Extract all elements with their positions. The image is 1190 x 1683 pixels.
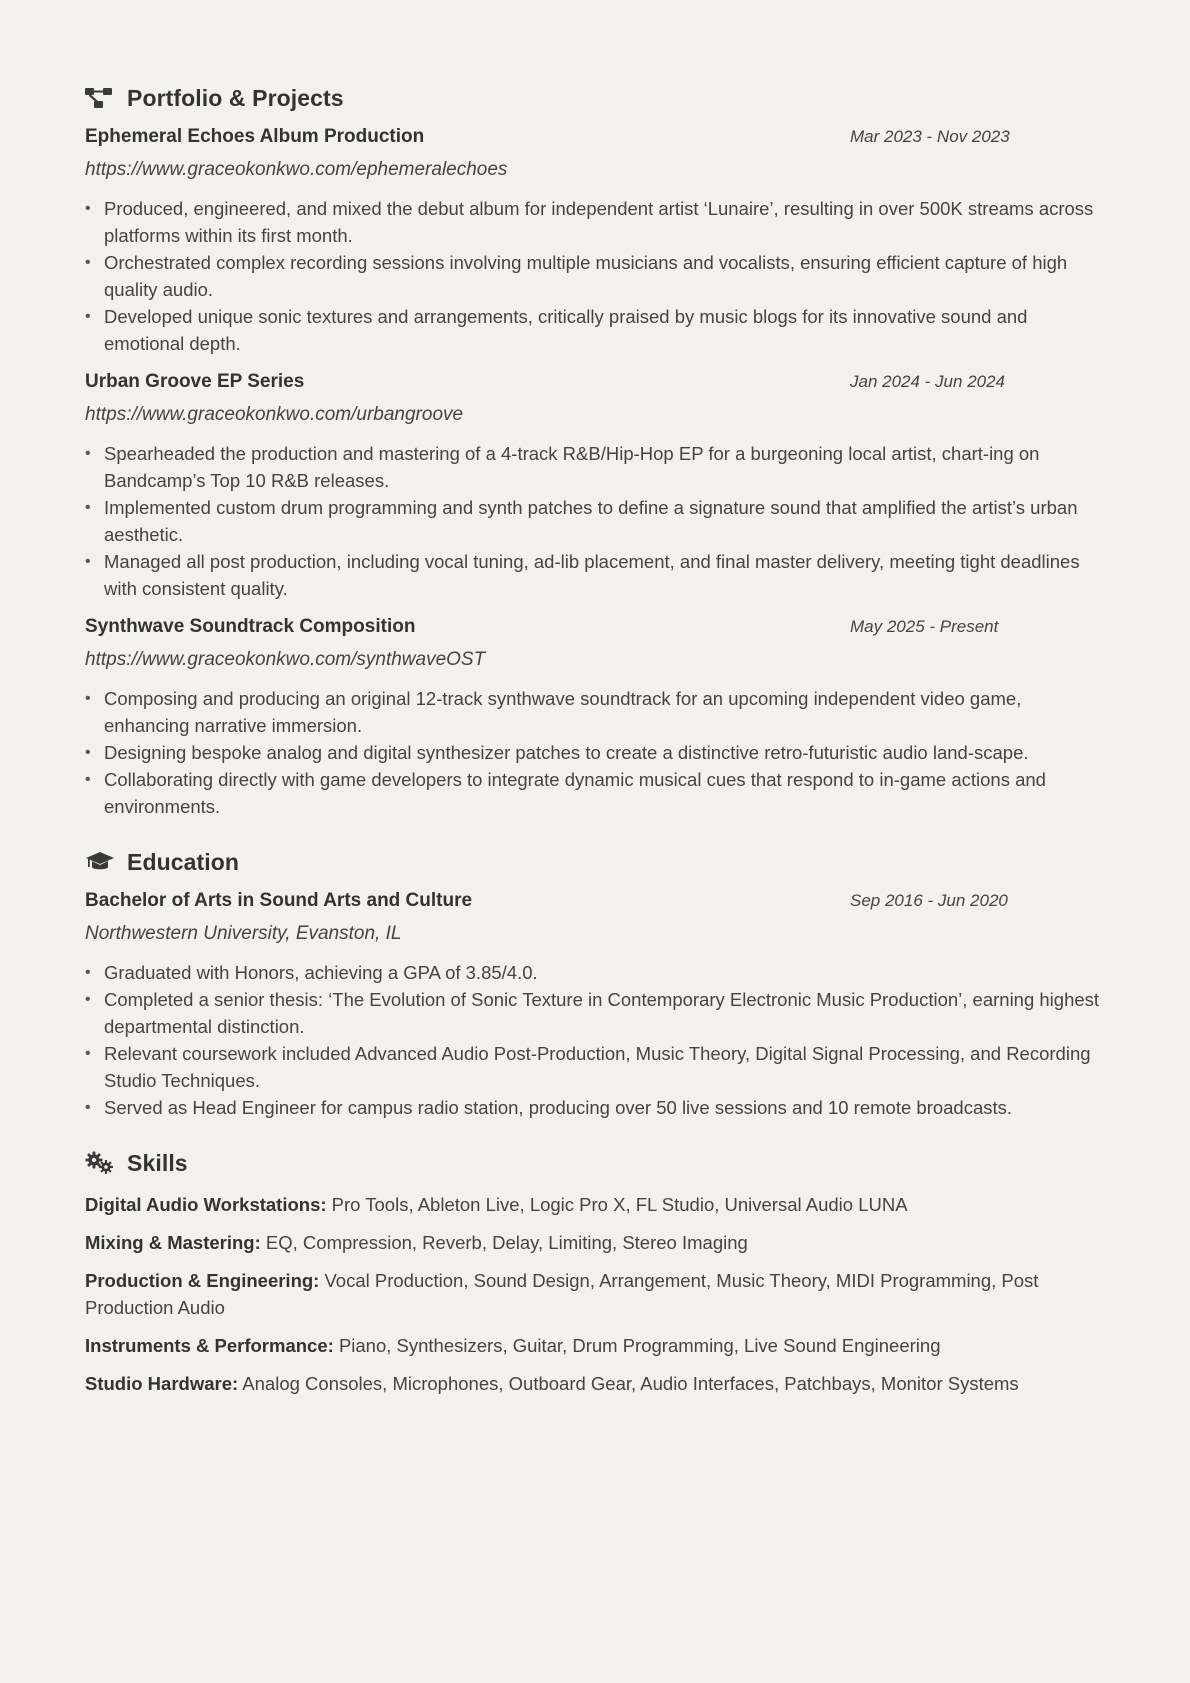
project-title: Synthwave Soundtrack Composition (85, 616, 416, 637)
bullet-item: • Developed unique sonic textures and arrangements, critically praised by music blogs for its innovative sound and emotional depth. (85, 303, 1105, 357)
skill-row (85, 1370, 1105, 1397)
bullet-item: • Relevant coursework included Advanced Audio Post-Production, Music Theory, Digital Signal Processing, and Recording Studio Techniques. (85, 1040, 1105, 1094)
bullet-item: • Produced, engineered, and mixed the debut album for independent artist ‘Lunaire’, resulting in over 500K streams across platforms within its first month. (85, 195, 1105, 249)
project-bullets (85, 195, 1105, 357)
skill-row (85, 1332, 1105, 1359)
section-title: Portfolio & Projects (127, 84, 344, 111)
skill-row (85, 1267, 1105, 1321)
skill-value: Vocal Production, Sound Design, Arrangement, Music Theory, MIDI Programming, Post Production Audio (85, 1270, 1039, 1318)
project-date: May 2025 - Present (850, 617, 999, 636)
skill-label: Instruments & Performance: (85, 1335, 334, 1356)
project-date: Mar 2023 - Nov 2023 (850, 127, 1010, 146)
bullet-item: • Managed all post production, including vocal tuning, ad-lib placement, and final master delivery, meeting tight deadlines with consistent quality. (85, 548, 1105, 602)
degree-title: Bachelor of Arts in Sound Arts and Culture (85, 890, 473, 911)
portfolio-header (85, 78, 1105, 118)
bullet-item: • Orchestrated complex recording sessions involving multiple musicians and vocalists, ensuring efficient capture of high quality audio. (85, 249, 1105, 303)
project-entry (85, 616, 1105, 820)
project-date: Jan 2024 - Jun 2024 (850, 372, 1006, 391)
bullet-item: • Collaborating directly with game developers to integrate dynamic musical cues that respond to in-game actions and environments. (85, 766, 1105, 820)
skill-value: Analog Consoles, Microphones, Outboard Gear, Audio Interfaces, Patchbays, Monitor Systems (242, 1373, 1019, 1394)
project-title: Ephemeral Echoes Album Production (85, 126, 425, 147)
project-link[interactable]: https://www.graceokonkwo.com/ephemeralechoes (85, 159, 508, 180)
graduation-cap-icon (85, 849, 115, 875)
education-header (85, 842, 1105, 882)
education-section (85, 842, 1105, 1121)
skill-row (85, 1191, 1105, 1218)
bullet-item: • Implemented custom drum programming and synth patches to define a signature sound that amplified the artist’s urban aesthetic. (85, 494, 1105, 548)
skills-section (85, 1143, 1105, 1397)
skill-label: Production & Engineering: (85, 1270, 320, 1291)
gears-icon (85, 1150, 115, 1176)
skill-value: EQ, Compression, Reverb, Delay, Limiting, Stereo Imaging (265, 1232, 748, 1253)
project-entry (85, 126, 1105, 357)
section-title: Skills (127, 1149, 188, 1176)
skill-value: Piano, Synthesizers, Guitar, Drum Programming, Live Sound Engineering (338, 1335, 941, 1356)
project-title: Urban Groove EP Series (85, 371, 305, 392)
project-link[interactable]: https://www.graceokonkwo.com/synthwaveOST (85, 649, 486, 670)
project-bullets (85, 685, 1105, 820)
bullet-item: • Composing and producing an original 12-track synthwave soundtrack for an upcoming independent video game, enhancing narrative immersion. (85, 685, 1105, 739)
education-bullets (85, 959, 1105, 1121)
project-link[interactable]: https://www.graceokonkwo.com/urbangroove (85, 404, 464, 425)
skill-row (85, 1229, 1105, 1256)
section-title: Education (127, 848, 240, 875)
bullet-item: • Designing bespoke analog and digital synthesizer patches to create a distinctive retro-futuristic audio land-scape. (85, 739, 1105, 766)
bullet-item: • Graduated with Honors, achieving a GPA of 3.85/4.0. (85, 959, 1105, 986)
skill-value: Pro Tools, Ableton Live, Logic Pro X, FL Studio, Universal Audio LUNA (331, 1194, 908, 1215)
portfolio-section (85, 78, 1105, 820)
education-entry (85, 890, 1105, 1121)
skills-header (85, 1143, 1105, 1183)
education-date: Sep 2016 - Jun 2020 (850, 891, 1008, 910)
institution: Northwestern University, Evanston, IL (85, 923, 402, 944)
project-entry (85, 371, 1105, 602)
resume-page (85, 78, 1105, 1419)
bullet-item: • Spearheaded the production and mastering of a 4-track R&B/Hip-Hop EP for a burgeoning local artist, chart-ing on Bandcamp’s Top 10 R&B releases. (85, 440, 1105, 494)
skill-label: Digital Audio Workstations: (85, 1194, 327, 1215)
skill-label: Studio Hardware: (85, 1373, 239, 1394)
bullet-item: • Completed a senior thesis: ‘The Evolution of Sonic Texture in Contemporary Electronic Music Production’, earning highest departmental distinction. (85, 986, 1105, 1040)
project-bullets (85, 440, 1105, 602)
project-diagram-icon (85, 85, 115, 111)
bullet-item: • Served as Head Engineer for campus radio station, producing over 50 live sessions and 10 remote broadcasts. (85, 1094, 1105, 1121)
skill-label: Mixing & Mastering: (85, 1232, 261, 1253)
